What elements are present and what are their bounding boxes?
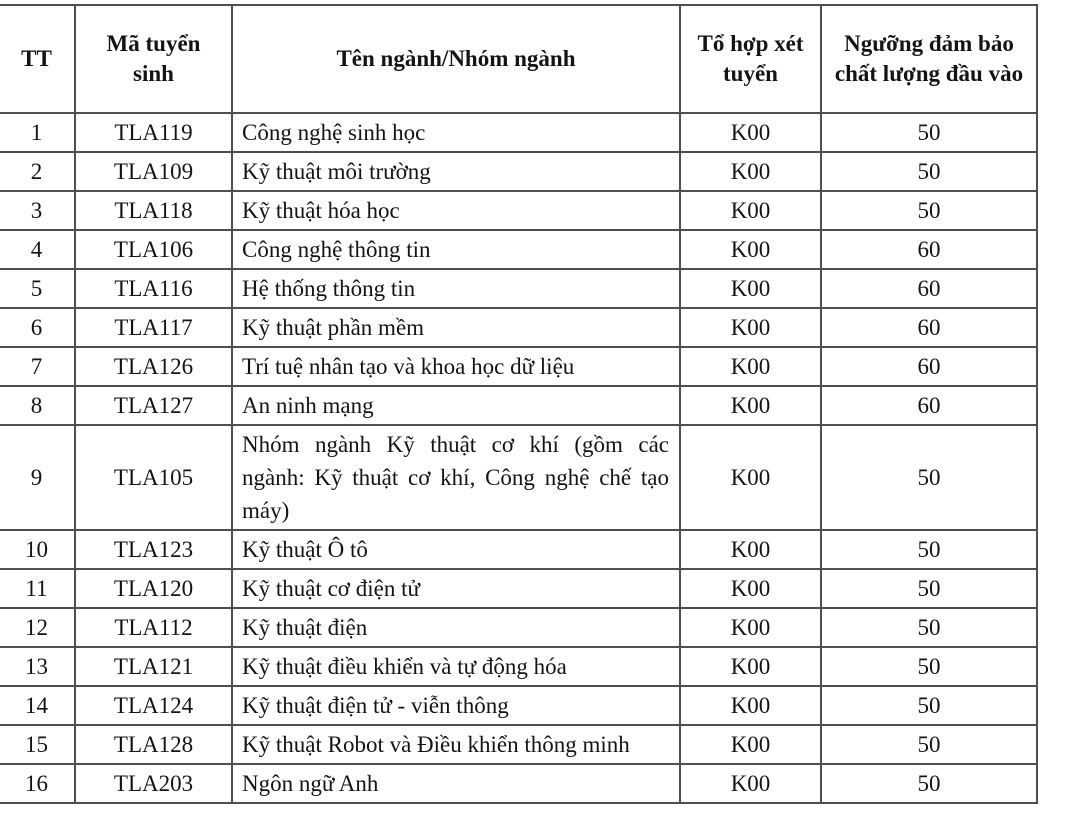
code-cell: TLA109: [75, 152, 232, 191]
threshold-cell: 60: [821, 308, 1037, 347]
code-cell: TLA124: [75, 686, 232, 725]
header-combo: Tổ hợp xét tuyển: [680, 5, 821, 113]
header-tt: TT: [0, 5, 75, 113]
combo-cell: K00: [680, 764, 821, 803]
name-cell: Kỹ thuật cơ điện tử: [232, 569, 680, 608]
threshold-cell: 50: [821, 647, 1037, 686]
combo-cell: K00: [680, 425, 821, 530]
threshold-cell: 60: [821, 386, 1037, 425]
table-row: [0, 113, 1037, 152]
tt-cell: 1: [0, 113, 75, 152]
name-cell: Kỹ thuật điều khiển và tự động hóa: [232, 647, 680, 686]
name-cell: Kỹ thuật Ô tô: [232, 530, 680, 569]
name-cell: Trí tuệ nhân tạo và khoa học dữ liệu: [232, 347, 680, 386]
table-row: [0, 608, 1037, 647]
threshold-cell: 50: [821, 608, 1037, 647]
tt-cell: 13: [0, 647, 75, 686]
table-row: [0, 269, 1037, 308]
table-row: [0, 530, 1037, 569]
tt-cell: 10: [0, 530, 75, 569]
tt-cell: 5: [0, 269, 75, 308]
tt-cell: 12: [0, 608, 75, 647]
code-cell: TLA121: [75, 647, 232, 686]
tt-cell: 6: [0, 308, 75, 347]
table-row: [0, 152, 1037, 191]
combo-cell: K00: [680, 269, 821, 308]
tt-cell: 2: [0, 152, 75, 191]
code-cell: TLA116: [75, 269, 232, 308]
threshold-cell: 60: [821, 269, 1037, 308]
combo-cell: K00: [680, 191, 821, 230]
name-cell: Kỹ thuật hóa học: [232, 191, 680, 230]
table-row: [0, 425, 1037, 530]
name-cell: Ngôn ngữ Anh: [232, 764, 680, 803]
threshold-cell: 50: [821, 725, 1037, 764]
combo-cell: K00: [680, 530, 821, 569]
threshold-cell: 50: [821, 686, 1037, 725]
threshold-cell: 60: [821, 347, 1037, 386]
code-cell: TLA126: [75, 347, 232, 386]
threshold-cell: 50: [821, 530, 1037, 569]
threshold-cell: 50: [821, 569, 1037, 608]
code-cell: TLA117: [75, 308, 232, 347]
combo-cell: K00: [680, 113, 821, 152]
table-body: [0, 113, 1037, 803]
table-row: [0, 191, 1037, 230]
threshold-cell: 50: [821, 764, 1037, 803]
combo-cell: K00: [680, 608, 821, 647]
tt-cell: 11: [0, 569, 75, 608]
code-cell: TLA128: [75, 725, 232, 764]
table-row: [0, 386, 1037, 425]
table-row: [0, 686, 1037, 725]
tt-cell: 9: [0, 425, 75, 530]
name-cell: Công nghệ sinh học: [232, 113, 680, 152]
tt-cell: 8: [0, 386, 75, 425]
code-cell: TLA127: [75, 386, 232, 425]
combo-cell: K00: [680, 308, 821, 347]
code-cell: TLA105: [75, 425, 232, 530]
table-row: [0, 347, 1037, 386]
name-cell: Kỹ thuật điện tử - viễn thông: [232, 686, 680, 725]
tt-cell: 16: [0, 764, 75, 803]
name-cell: Kỹ thuật điện: [232, 608, 680, 647]
table-row: [0, 230, 1037, 269]
code-cell: TLA120: [75, 569, 232, 608]
table-row: [0, 308, 1037, 347]
name-cell: Công nghệ thông tin: [232, 230, 680, 269]
combo-cell: K00: [680, 152, 821, 191]
tt-cell: 15: [0, 725, 75, 764]
name-cell: Kỹ thuật môi trường: [232, 152, 680, 191]
threshold-cell: 50: [821, 113, 1037, 152]
table-row: [0, 569, 1037, 608]
code-cell: TLA119: [75, 113, 232, 152]
name-cell: Hệ thống thông tin: [232, 269, 680, 308]
combo-cell: K00: [680, 347, 821, 386]
table-row: [0, 764, 1037, 803]
admission-table: [0, 4, 1038, 804]
code-cell: TLA123: [75, 530, 232, 569]
name-cell: Kỹ thuật phần mềm: [232, 308, 680, 347]
threshold-cell: 60: [821, 230, 1037, 269]
name-cell: Nhóm ngành Kỹ thuật cơ khí (gồm các ngành: Kỹ thuật cơ khí, Công nghệ chế tạo máy): [232, 425, 680, 530]
code-cell: TLA106: [75, 230, 232, 269]
tt-cell: 4: [0, 230, 75, 269]
combo-cell: K00: [680, 725, 821, 764]
table-row: [0, 725, 1037, 764]
combo-cell: K00: [680, 647, 821, 686]
tt-cell: 3: [0, 191, 75, 230]
table-row: [0, 647, 1037, 686]
name-cell: Kỹ thuật Robot và Điều khiển thông minh: [232, 725, 680, 764]
combo-cell: K00: [680, 230, 821, 269]
code-cell: TLA112: [75, 608, 232, 647]
tt-cell: 14: [0, 686, 75, 725]
combo-cell: K00: [680, 569, 821, 608]
tt-cell: 7: [0, 347, 75, 386]
threshold-cell: 50: [821, 191, 1037, 230]
combo-cell: K00: [680, 386, 821, 425]
threshold-cell: 50: [821, 152, 1037, 191]
code-cell: TLA118: [75, 191, 232, 230]
header-threshold: Ngưỡng đảm bảo chất lượng đầu vào: [821, 5, 1037, 113]
header-row: [0, 5, 1037, 113]
name-cell: An ninh mạng: [232, 386, 680, 425]
header-code: Mã tuyển sinh: [75, 5, 232, 113]
threshold-cell: 50: [821, 425, 1037, 530]
code-cell: TLA203: [75, 764, 232, 803]
combo-cell: K00: [680, 686, 821, 725]
header-name: Tên ngành/Nhóm ngành: [232, 5, 680, 113]
